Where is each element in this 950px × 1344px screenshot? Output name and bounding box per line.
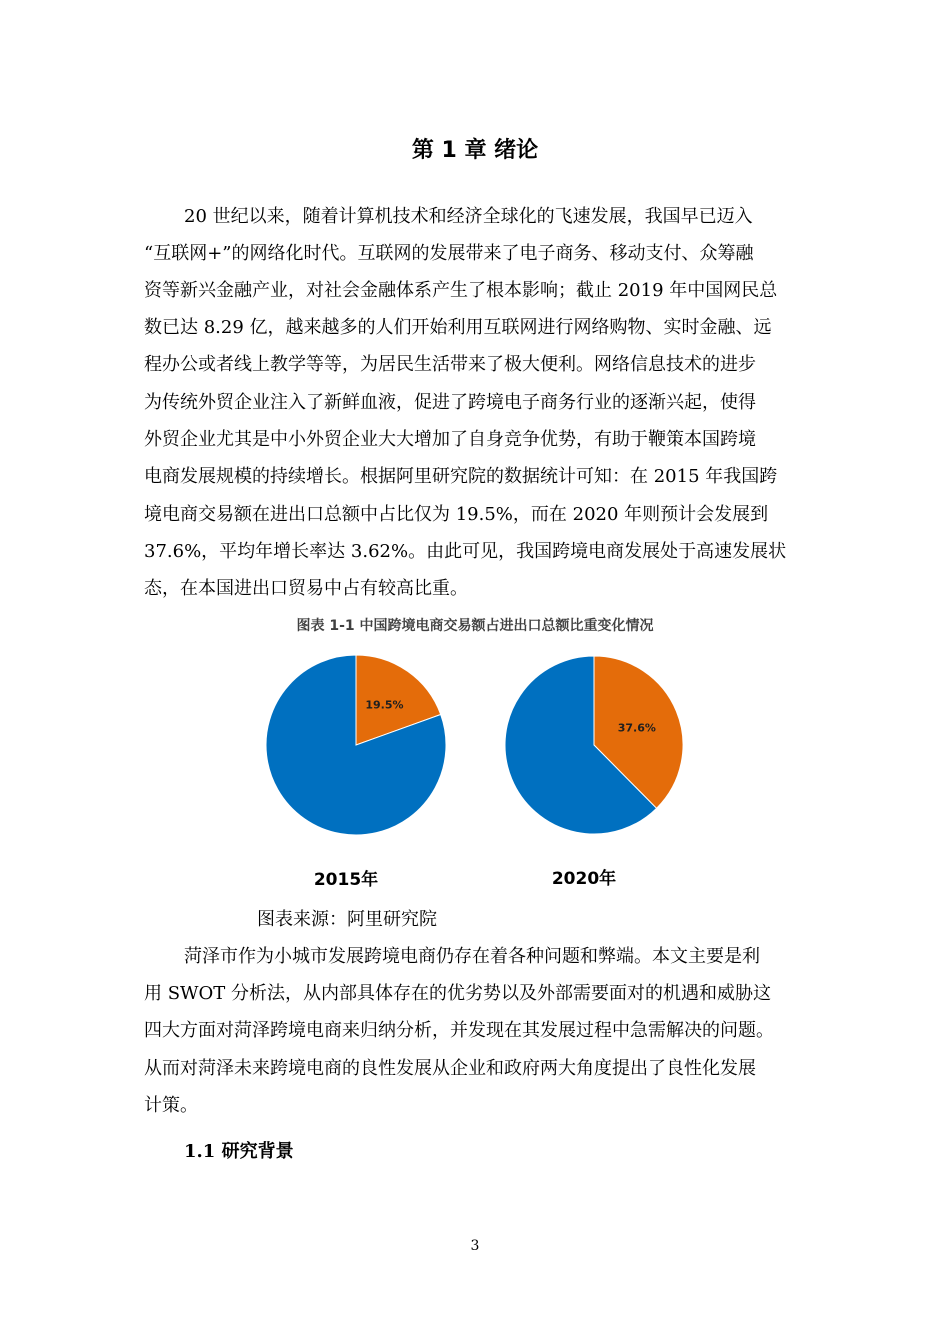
paragraph-line: 37.6%，平均年增长率达 3.62%。由此可见，我国跨境电商发展处于高速发展状 [144, 541, 787, 562]
pie-charts [0, 640, 950, 900]
paragraph-line: 为传统外贸企业注入了新鲜血液，促进了跨境电子商务行业的逐渐兴起，使得 [144, 392, 756, 413]
figure-caption: 图表 1-1 中国跨境电商交易额占进出口总额比重变化情况 [296, 618, 654, 634]
paragraph-line: 菏泽市作为小城市发展跨境电商仍存在着各种问题和弊端。本文主要是利 [184, 946, 760, 967]
paragraph-line: 计策。 [144, 1095, 198, 1116]
paragraph-line: 外贸企业尤其是中小外贸企业大大增加了自身竞争优势，有助于鞭策本国跨境 [144, 429, 756, 450]
paragraph-line: 境电商交易额在进出口总额中占比仅为 19.5%，而在 2020 年则预计会发展到 [144, 504, 769, 525]
pie-data-label: 19.5% [365, 698, 404, 712]
paragraph-line: 电商发展规模的持续增长。根据阿里研究院的数据统计可知：在 2015 年我国跨 [144, 466, 778, 487]
section-heading: 1.1 研究背景 [184, 1141, 294, 1162]
figure-source: 图表来源：阿里研究院 [257, 909, 437, 930]
paragraph-line: 程办公或者线上教学等等，为居民生活带来了极大便利。网络信息技术的进步 [144, 354, 756, 375]
paragraph-line: 从而对菏泽未来跨境电商的良性发展从企业和政府两大角度提出了良性化发展 [144, 1058, 756, 1079]
pie-year-label: 2020年 [551, 869, 617, 889]
paragraph-line: 四大方面对菏泽跨境电商来归纳分析，并发现在其发展过程中急需解决的问题。 [144, 1020, 774, 1041]
paragraph-line: “互联网+”的网络化时代。互联网的发展带来了电子商务、移动支付、众筹融 [144, 243, 754, 264]
paragraph-line: 用 SWOT 分析法，从内部具体存在的优劣势以及外部需要面对的机遇和威胁这 [144, 983, 772, 1004]
pie-year-label: 2015年 [313, 870, 379, 890]
paragraph-line: 资等新兴金融产业，对社会金融体系产生了根本影响；截止 2019 年中国网民总 [144, 280, 778, 301]
chapter-title: 第 1 章 绪论 [411, 138, 539, 163]
page-number: 3 [470, 1238, 480, 1254]
pie-data-label: 37.6% [617, 721, 656, 735]
paragraph-line: 数已达 8.29 亿，越来越多的人们开始利用互联网进行网络购物、实时金融、远 [144, 317, 772, 338]
paragraph-line: 20 世纪以来，随着计算机技术和经济全球化的飞速发展，我国早已迈入 [184, 206, 753, 227]
paragraph-line: 态，在本国进出口贸易中占有较高比重。 [144, 578, 468, 599]
